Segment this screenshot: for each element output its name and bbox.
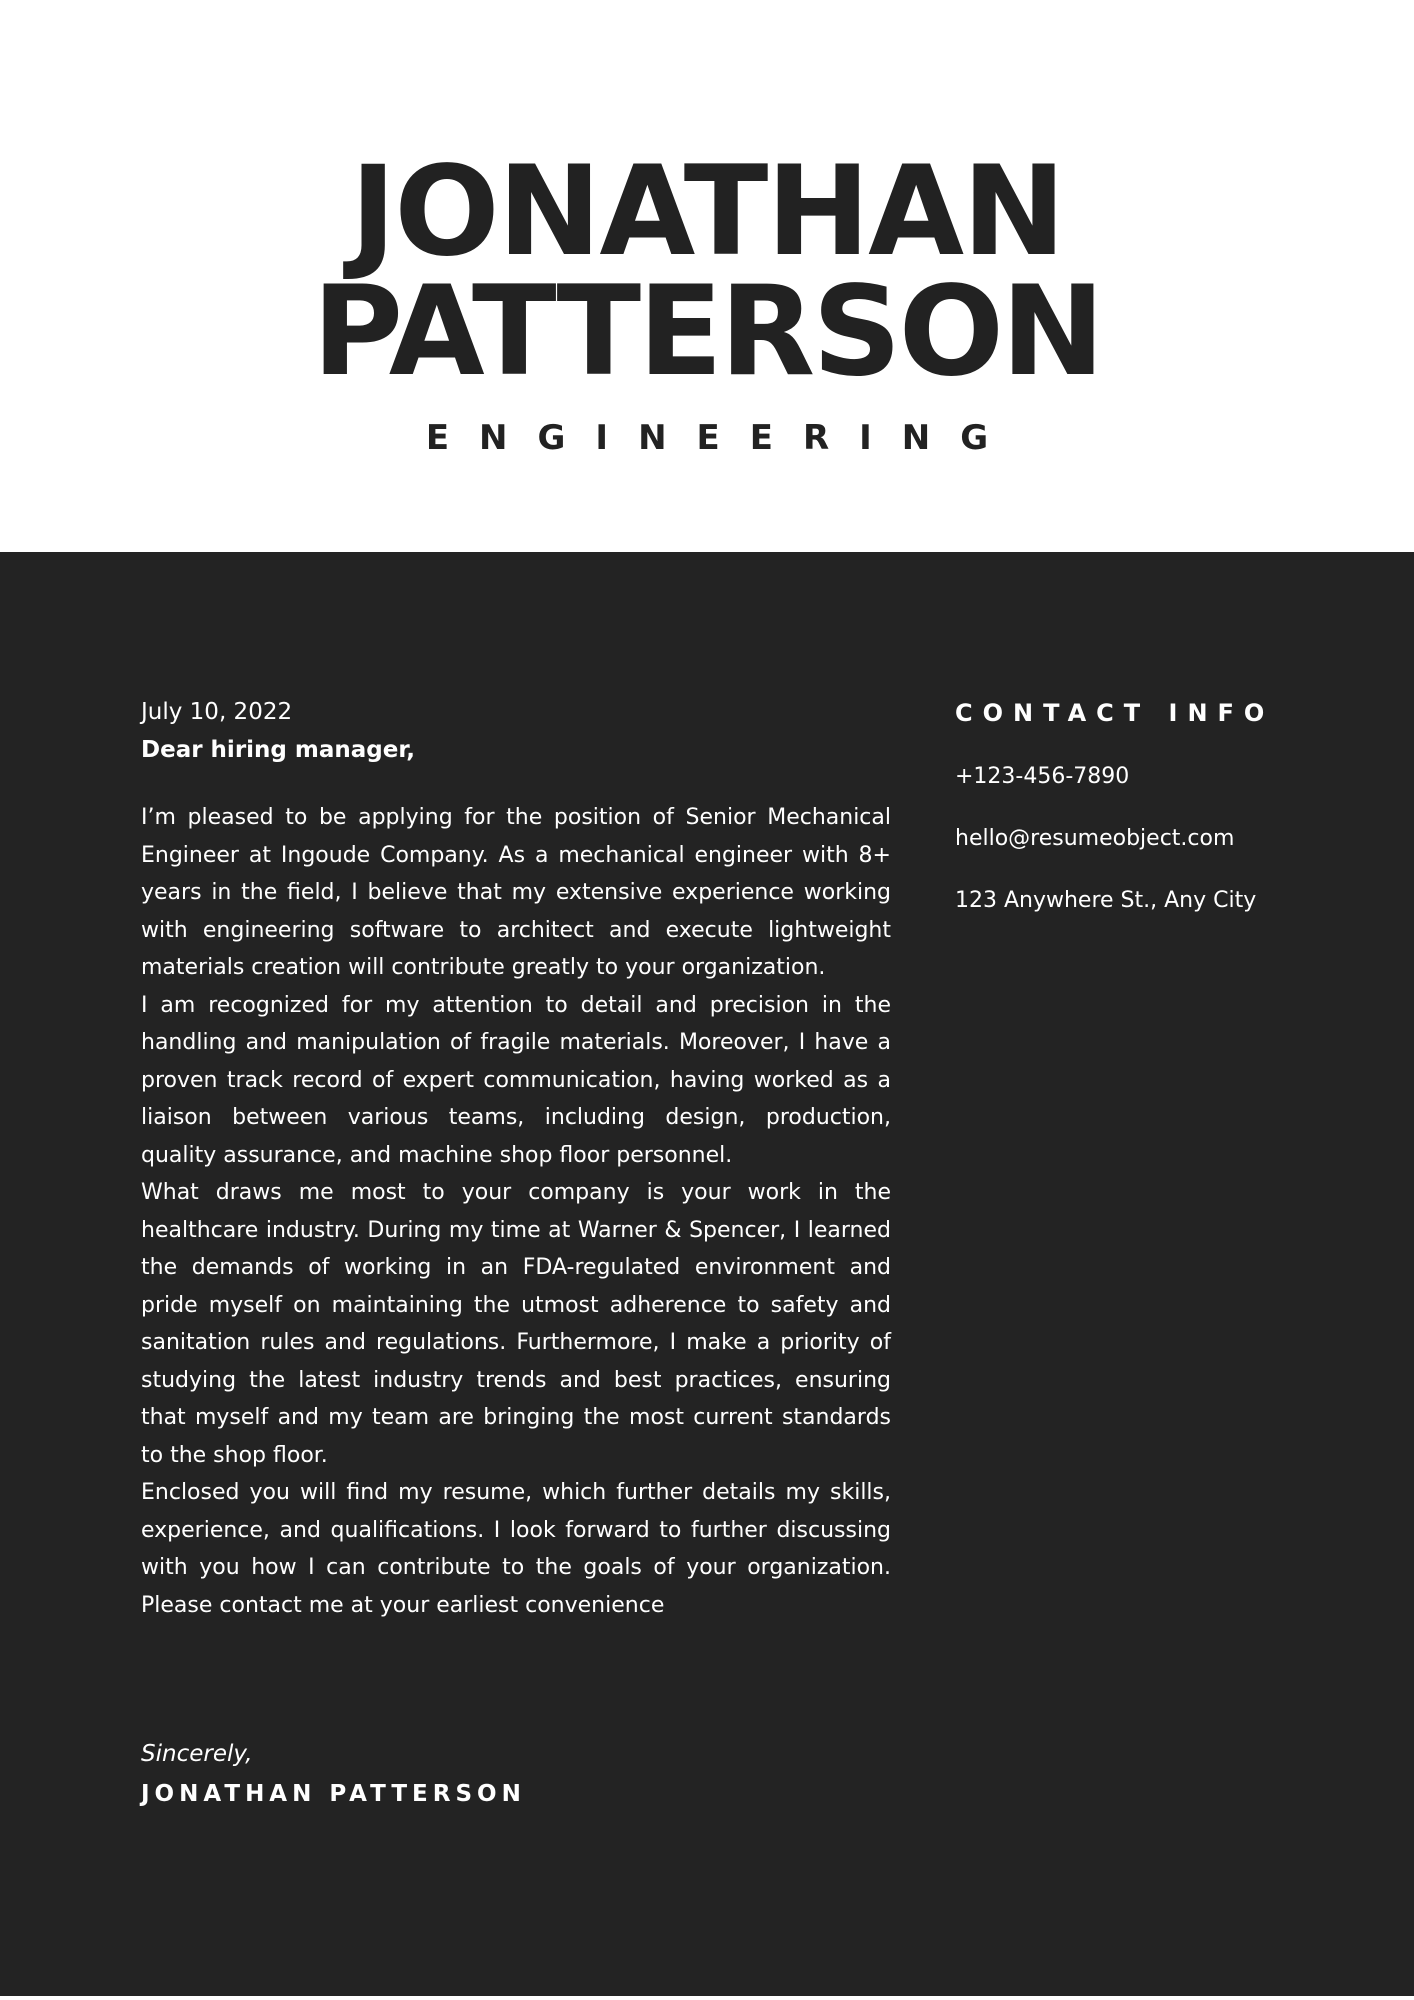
department-title: ENGINEERING [425, 418, 1019, 458]
contact-info-heading: CONTACT INFO [955, 699, 1275, 727]
letter-panel [0, 552, 1414, 1996]
letter-paragraph: I am recognized for my attention to detail and precision in the handling and manipulation of fragile materials. Moreover, I have a proven track record of expert communication, having worked as a liaison between various teams, including design, production, quality assurance, and machine shop floor personnel. [141, 992, 891, 1168]
applicant-last-name: PATTERSON [312, 260, 1102, 404]
letter-paragraph: What draws me most to your company is your work in the healthcare industry. During my time at Warner & Spencer, I learned the demands of working in an FDA-regulated environment and pride myself on maintaining the utmost adherence to safety and sanitation rules and regulations. Furthermore, I make a priority of studying the latest industry trends and best practices, ensuring that myself and my team are bringing the most current standards to the shop floor. [141, 1180, 891, 1468]
applicant-first-name: JONATHAN [350, 140, 1064, 284]
letter-date: July 10, 2022 [141, 699, 293, 725]
signature-name: JONATHAN PATTERSON [141, 1781, 526, 1807]
letter-salutation: Dear hiring manager, [141, 737, 416, 763]
letter-paragraphs [141, 799, 891, 1624]
contact-info-section [955, 698, 1375, 948]
contact-email: hello@resumeobject.com [955, 826, 1235, 851]
closing-phrase: Sincerely, [141, 1741, 253, 1767]
letter-closing [141, 1738, 526, 1810]
contact-phone: +123-456-7890 [955, 764, 1130, 789]
header-section [0, 0, 1414, 552]
letter-paragraph: I’m pleased to be applying for the position of Senior Mechanical Engineer at Ingoude Company. As a mechanical engineer with 8+ years in the field, I believe that my extensive experience working with engineering software to architect and execute lightweight materials creation will contribute greatly to your organization. [141, 805, 891, 980]
letter-paragraph: Enclosed you will find my resume, which further details my skills, experience, and qualifications. I look forward to further discussing with you how I can contribute to the goals of your organization. Please contact me at your earliest convenience [141, 1480, 891, 1618]
letter-body [141, 696, 891, 1624]
contact-address: 123 Anywhere St., Any City [955, 888, 1257, 913]
